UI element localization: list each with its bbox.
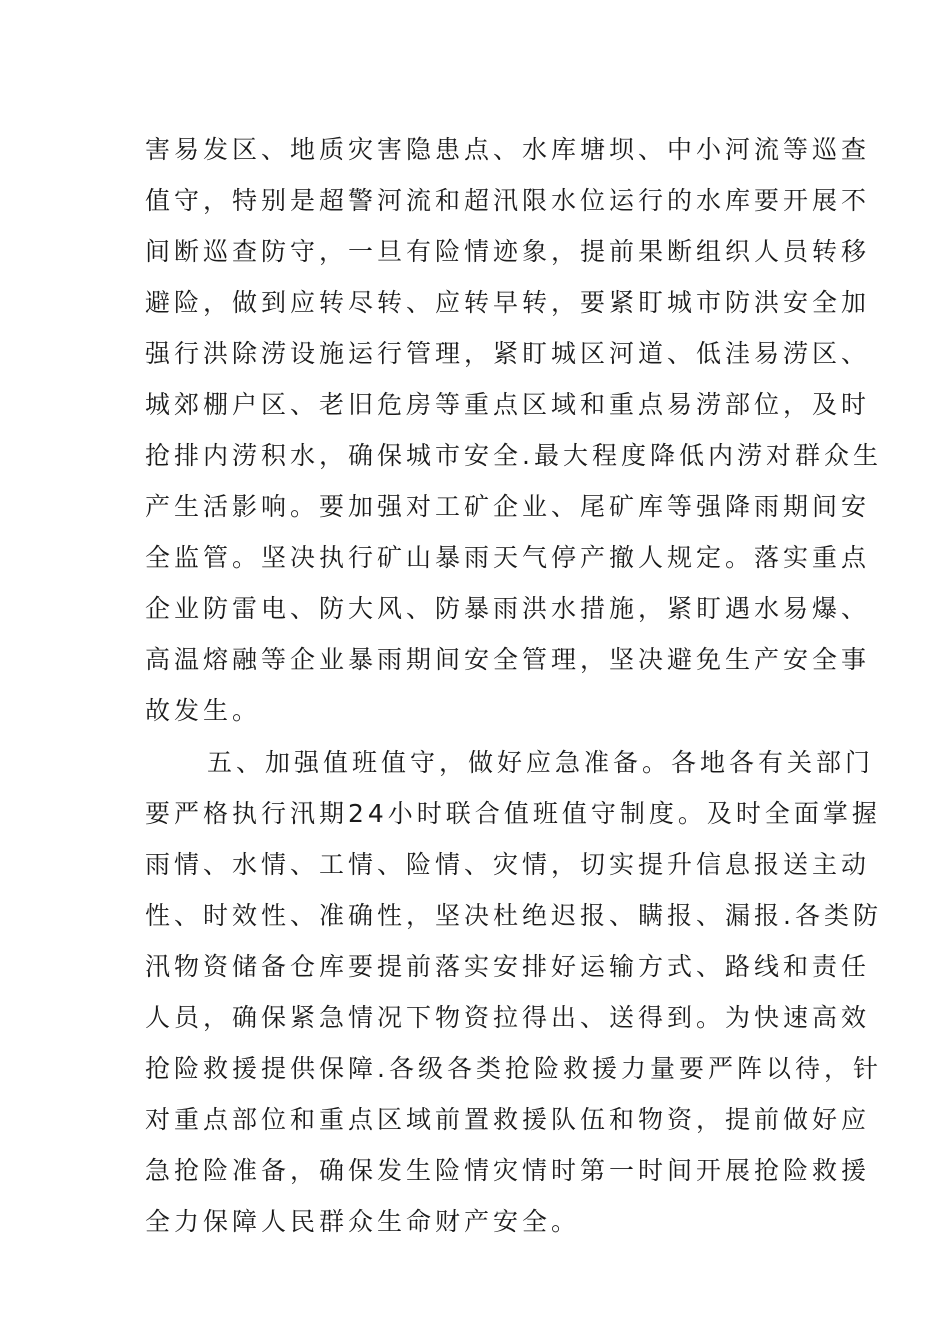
text-line: 避险，做到应转尽转、应转早转，要紧盯城市防洪安全加	[145, 288, 871, 317]
text-line: 强行洪除涝设施运行管理，紧盯城区河道、低洼易涝区、	[145, 339, 871, 368]
text-line: 抢险救援提供保障.各级各类抢险救援力量要严阵以待，针	[145, 1054, 882, 1083]
text-line: 值守，特别是超警河流和超汛限水位运行的水库要开展不	[145, 186, 871, 215]
text-line: 企业防雷电、防大风、防暴雨洪水措施，紧盯遇水易爆、	[145, 594, 871, 623]
text-line: 急抢险准备，确保发生险情灾情时第一时间开展抢险救援	[145, 1156, 871, 1185]
text-line: 高温熔融等企业暴雨期间安全管理，坚决避免生产安全事	[145, 645, 871, 674]
text-line: 汛物资储备仓库要提前落实安排好运输方式、路线和责任	[145, 952, 871, 981]
text-line: 雨情、水情、工情、险情、灾情，切实提升信息报送主动	[145, 850, 871, 879]
text-line: 城郊棚户区、老旧危房等重点区域和重点易涝部位，及时	[145, 390, 871, 419]
text-line: 抢排内涝积水，确保城市安全.最大程度降低内涝对群众生	[145, 441, 882, 470]
text-line: 产生活影响。要加强对工矿企业、尾矿库等强降雨期间安	[145, 492, 871, 521]
text-line: 人员，确保紧急情况下物资拉得出、送得到。为快速高效	[145, 1003, 871, 1032]
text-line: 性、时效性、准确性，坚决杜绝迟报、瞒报、漏报.各类防	[145, 901, 882, 930]
text-line: 害易发区、地质灾害隐患点、水库塘坝、中小河流等巡查	[145, 135, 871, 164]
text-line: 对重点部位和重点区域前置救援队伍和物资，提前做好应	[145, 1105, 871, 1134]
text-line: 要严格执行汛期24小时联合值班值守制度。及时全面掌握	[145, 799, 881, 828]
paragraph-first-line: 五、加强值班值守，做好应急准备。各地各有关部门	[207, 748, 875, 777]
text-line: 故发生。	[145, 696, 262, 725]
text-line: 间断巡查防守，一旦有险情迹象，提前果断组织人员转移	[145, 237, 871, 266]
text-line: 全监管。坚决执行矿山暴雨天气停产撤人规定。落实重点	[145, 543, 871, 572]
text-line: 全力保障人民群众生命财产安全。	[145, 1207, 581, 1236]
